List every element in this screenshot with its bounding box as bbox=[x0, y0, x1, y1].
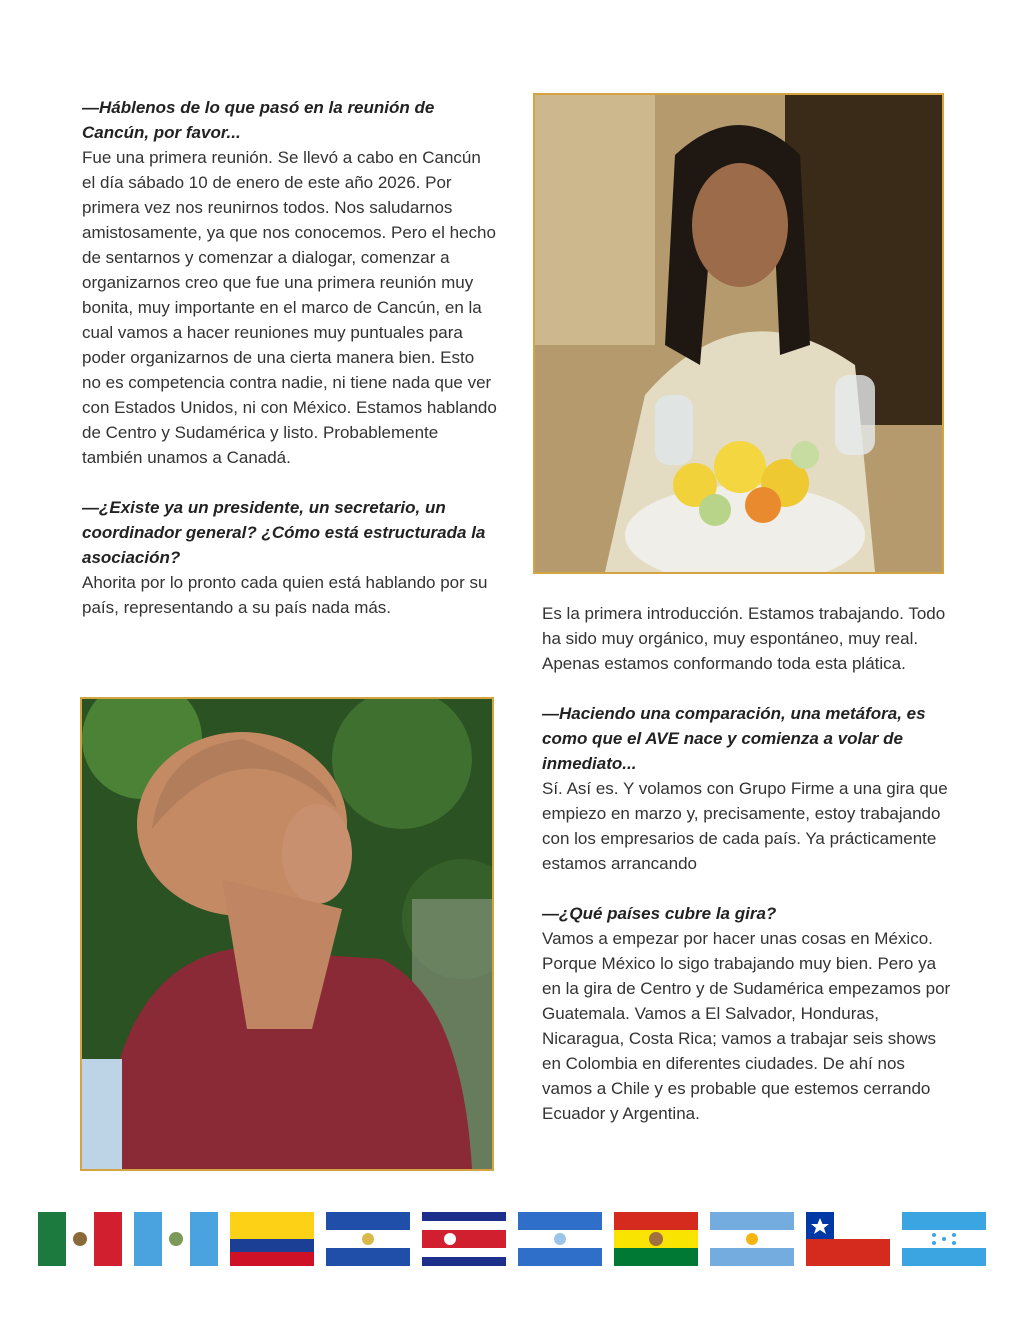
question-2: —¿Existe ya un presidente, un secretario, un coordinador general? ¿Cómo está estructurada la asociación? bbox=[82, 498, 486, 567]
argentina-flag-icon bbox=[710, 1212, 794, 1266]
colombia-flag-icon bbox=[230, 1212, 314, 1266]
answer-4: Vamos a empezar por hacer unas cosas en México. Porque México lo sigo trabajando muy bien. Pero ya en la gira de Centro y de Sudamérica empezamos por Guatemala. Vamos a El Salvador, Honduras, Nicaragua, Costa Rica; vamos a trabajar seis shows en Colombia en diferentes ciudades. De ahí nos vamos a Chile y es probable que estemos cerrando Ecuador y Argentina. bbox=[542, 929, 951, 1123]
answer-3: Sí. Así es. Y volamos con Grupo Firme a una gira que empiezo en marzo y, precisamente, estoy trabajando con los empresarios de cada país. Ya prácticamente estamos arrancando bbox=[542, 779, 948, 873]
right-column bbox=[542, 601, 952, 1126]
chile-flag-icon bbox=[806, 1212, 890, 1266]
flags-row bbox=[38, 1212, 986, 1268]
honduras-flag-icon bbox=[902, 1212, 986, 1266]
answer-2-continued: Es la primera introducción. Estamos trabajando. Todo ha sido muy orgánico, muy espontáneo, muy real. Apenas estamos conformando toda esta plática. bbox=[542, 604, 946, 673]
answer-1: Fue una primera reunión. Se llevó a cabo en Cancún el día sábado 10 de enero de este año 2026. Por primera vez nos reunirnos todos. Nos saludarnos amistosamente, ya que nos conocemos. Pero el hecho de sentarnos y comenzar a dialogar, comenzar a organizarnos creo que fue una primera reunión muy bonita, muy importante en el marco de Cancún, en la cual vamos a hacer reuniones muy puntuales para poder organizarnos de una cierta manera bien. Esto no es competencia contra nadie, ni tiene nada que ver con Estados Unidos, ni con México. Estamos hablando de Centro y Sudamérica y listo. Probablemente también unamos a Canadá. bbox=[82, 148, 497, 467]
photo-man-in-profile bbox=[80, 697, 494, 1171]
costa-rica-flag-icon bbox=[422, 1212, 506, 1266]
el-salvador-flag-icon bbox=[326, 1212, 410, 1266]
photo-young-man-at-table bbox=[533, 93, 944, 574]
question-4: —¿Qué países cubre la gira? bbox=[542, 904, 777, 923]
question-1: —Háblenos de lo que pasó en la reunión de Cancún, por favor... bbox=[82, 98, 435, 142]
mexico-flag-icon bbox=[38, 1212, 122, 1266]
bolivia-flag-icon bbox=[614, 1212, 698, 1266]
question-3: —Haciendo una comparación, una metáfora, es como que el AVE nace y comienza a volar de inmediato... bbox=[542, 704, 926, 773]
guatemala-flag-icon bbox=[134, 1212, 218, 1266]
nicaragua-flag-icon bbox=[518, 1212, 602, 1266]
answer-2: Ahorita por lo pronto cada quien está hablando por su país, representando a su país nada más. bbox=[82, 573, 488, 617]
left-column bbox=[82, 95, 497, 620]
